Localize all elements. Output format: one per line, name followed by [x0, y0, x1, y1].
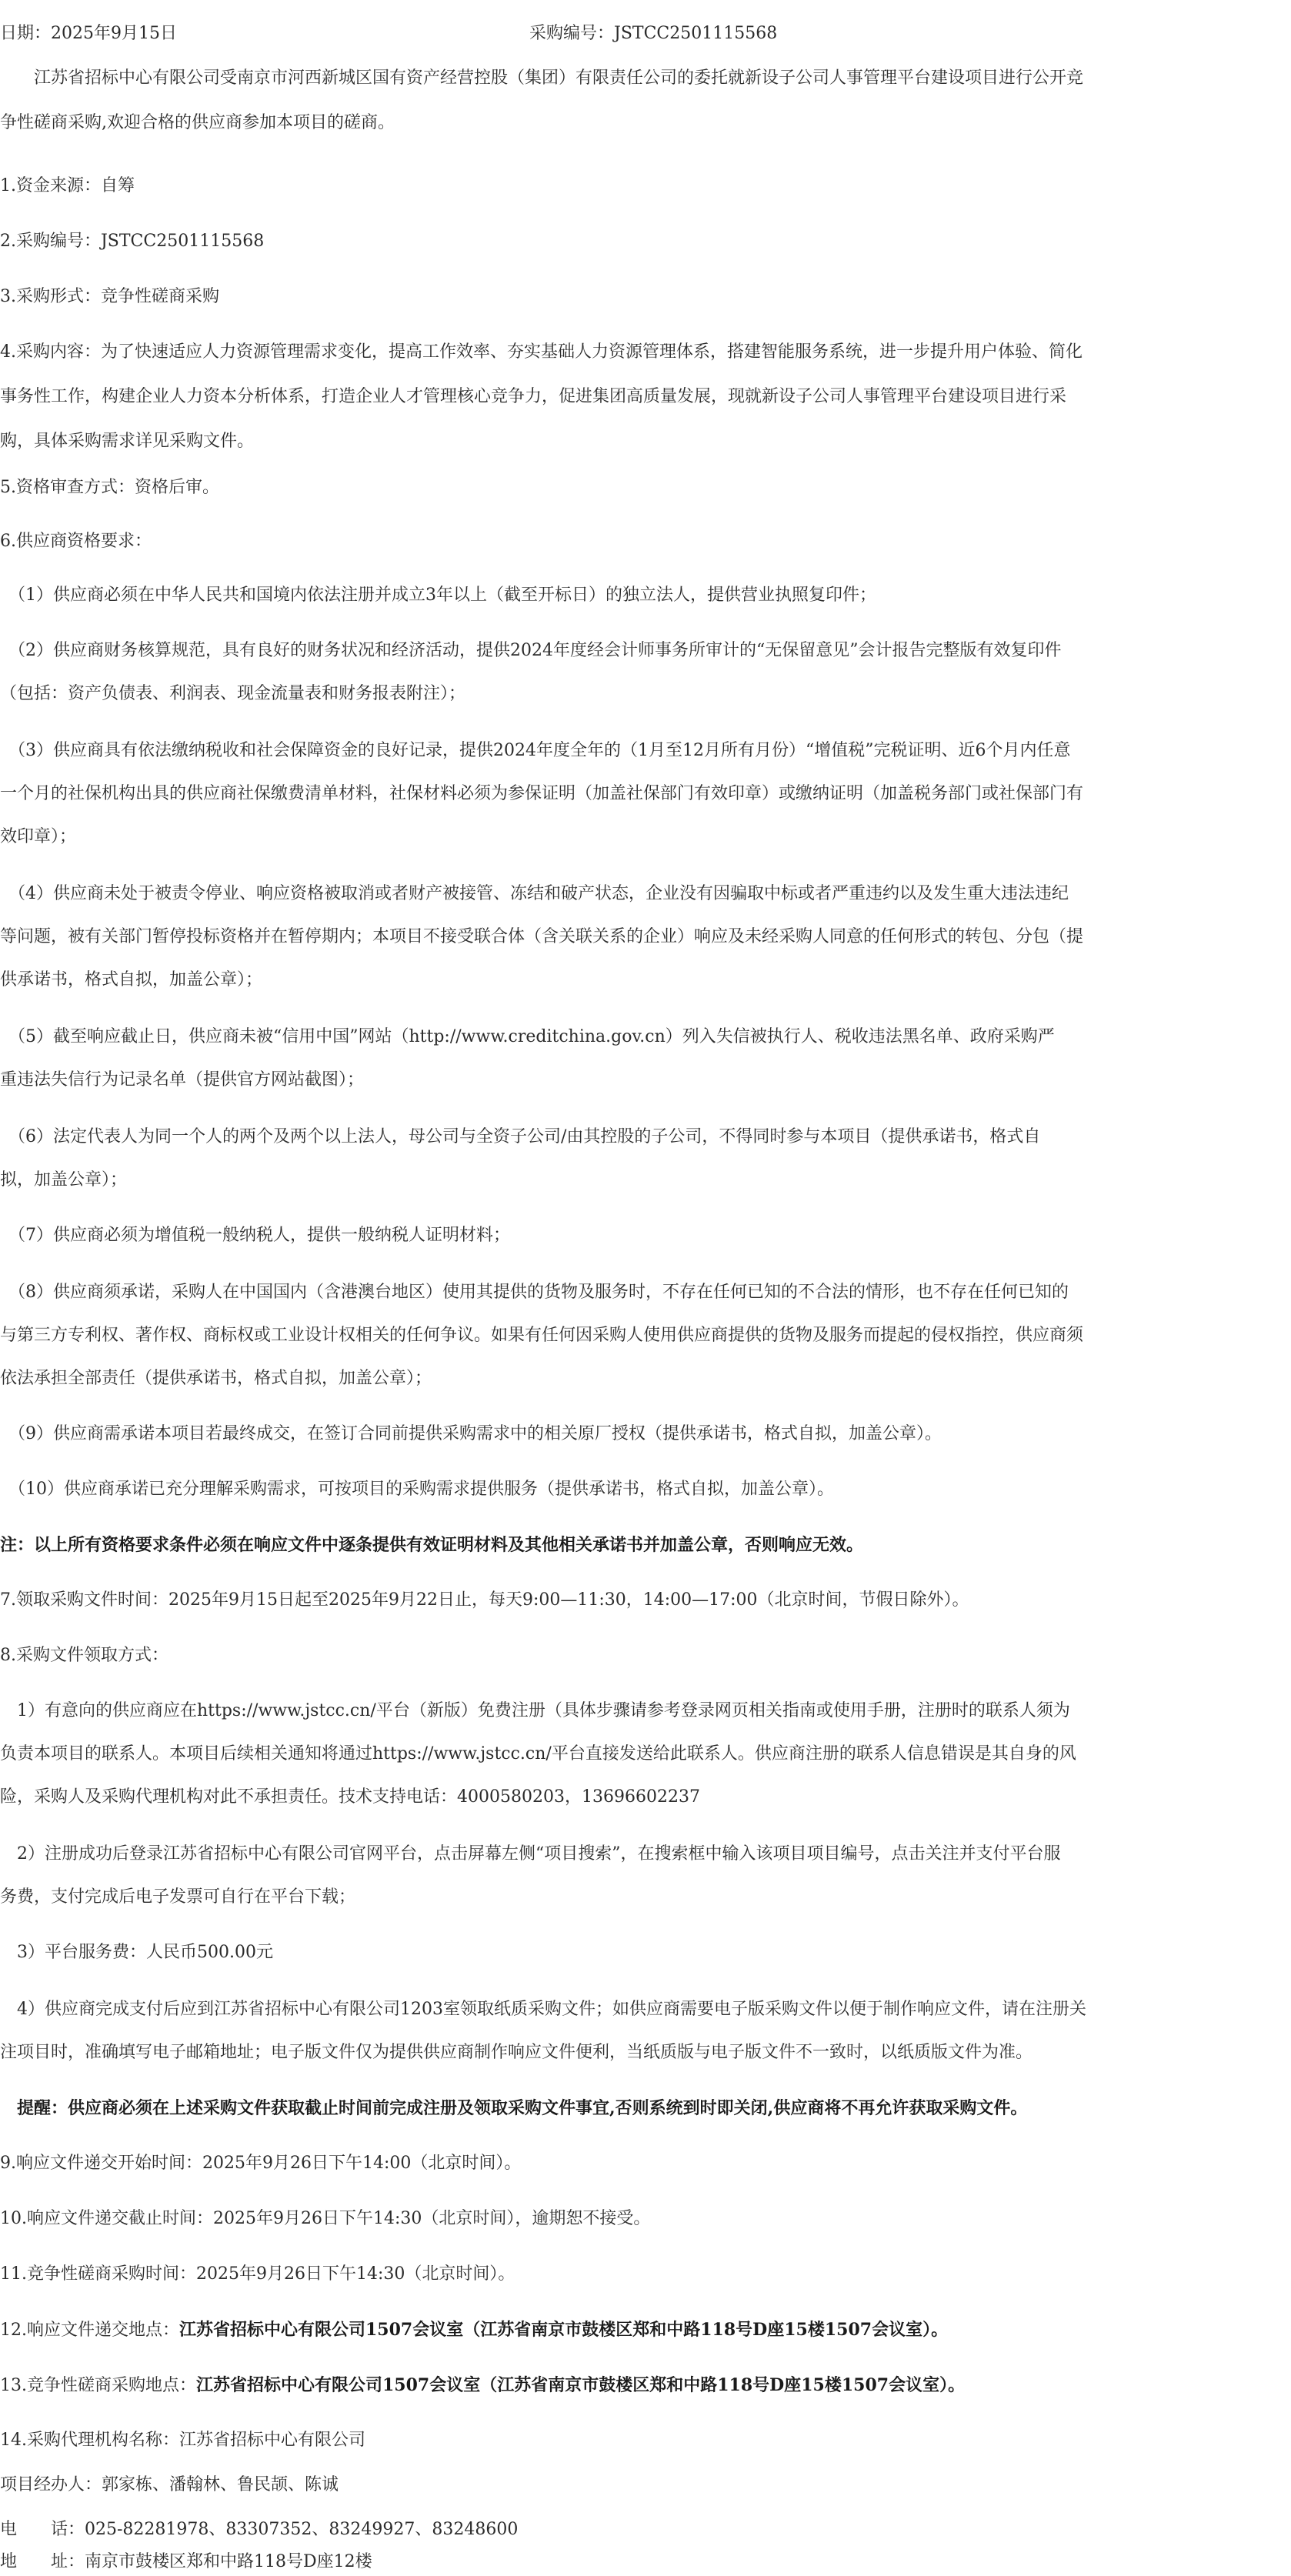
collection-step-line: 注项目时，准确填写电子邮箱地址；电子版文件仅为提供供应商制作响应文件便利，当纸质版与电子版文件不一致时，以纸质版文件为准。 — [0, 2043, 1033, 2062]
fund-source: 1.资金来源：自筹 — [0, 176, 135, 195]
consultation-location — [0, 2371, 1291, 2400]
requirement-line: 一个月的社保机构出具的供应商社保缴费清单材料，社保材料必须为参保证明（加盖社保部门有效印章）或缴纳证明（加盖税务部门或社保部门有 — [0, 784, 1084, 803]
agency-name: 14.采购代理机构名称：江苏省招标中心有限公司 — [0, 2431, 365, 2450]
contact-address: 地 址：南京市鼓楼区郑和中路118号D座12楼 — [0, 2552, 372, 2571]
requirement-line: （3）供应商具有依法缴纳税收和社会保障资金的良好记录，提供2024年度全年的（1月至12月所有月份）“增值税”完税证明、近6个月内任意 — [0, 741, 1071, 760]
requirement-line: 重违法失信行为记录名单（提供官方网站截图）； — [0, 1070, 365, 1089]
requirement-line: （6）法定代表人为同一个人的两个及两个以上法人，母公司与全资子公司/由其控股的子公司，不得同时参与本项目（提供承诺书，格式自 — [0, 1127, 1041, 1146]
procurement-form: 3.采购形式：竞争性磋商采购 — [0, 287, 219, 306]
document-collection-time: 7.领取采购文件时间：2025年9月15日起至2025年9月22日止，每天9:00—11:30，14:00—17:00（北京时间，节假日除外）。 — [0, 1590, 969, 1610]
requirement-line: 供承诺书，格式自拟，加盖公章）； — [0, 970, 263, 989]
requirement-line: （9）供应商需承诺本项目若最终成交，在签订合同前提供采购需求中的相关原厂授权（提供承诺书，格式自拟，加盖公章）。 — [0, 1424, 942, 1443]
procurement-number: 2.采购编号：JSTCC2501115568 — [0, 232, 265, 251]
procurement-content-line: 事务性工作，构建企业人力资本分析体系，打造企业人才管理核心竞争力，促进集团高质量发展，现就新设子公司人事管理平台建设项目进行采 — [0, 387, 1067, 406]
requirement-line: 效印章）； — [0, 827, 77, 846]
intro-line: 江苏省招标中心有限公司受南京市河西新城区国有资产经营控股（集团）有限责任公司的委托就新设子公司人事管理平台建设项目进行公开竞 — [0, 68, 1084, 88]
collection-step-line: 4）供应商完成支付后应到江苏省招标中心有限公司1203室领取纸质采购文件；如供应商需要电子版采购文件以便于制作响应文件，请在注册关 — [0, 2000, 1086, 2019]
requirement-line: （4）供应商未处于被责令停业、响应资格被取消或者财产被接管、冻结和破产状态，企业没有因骗取中标或者严重违约以及发生重大违法违纪 — [0, 884, 1069, 903]
collection-step-line: 险，采购人及采购代理机构对此不承担责任。技术支持电话：4000580203，13696602237 — [0, 1787, 700, 1807]
collection-step-line: 2）注册成功后登录江苏省招标中心有限公司官网平台，点击屏幕左侧“项目搜索”，在搜索框中输入该项目项目编号，点击关注并支付平台服 — [0, 1844, 1061, 1864]
requirement-line: 等问题，被有关部门暂停投标资格并在暂停期内；本项目不接受联合体（含关联关系的企业）响应及未经采购人同意的任何形式的转包、分包（提 — [0, 927, 1084, 946]
requirement-line: （1）供应商必须在中华人民共和国境内依法注册并成立3年以上（截至开标日）的独立法人，提供营业执照复印件； — [0, 586, 876, 605]
reminder-note: 提醒：供应商必须在上述采购文件获取截止时间前完成注册及领取采购文件事宜,否则系统到时即关闭,供应商将不再允许获取采购文件。 — [0, 2098, 1028, 2118]
collection-step-line: 负责本项目的联系人。本项目后续相关通知将通过https://www.jstcc.cn/平台直接发送给此联系人。供应商注册的联系人信息错误是其自身的风 — [0, 1744, 1076, 1763]
submission-location — [0, 2316, 1291, 2344]
qualification-review: 5.资格审查方式：资格后审。 — [0, 478, 219, 497]
announcement-date: 日期：2025年9月15日 — [0, 24, 177, 43]
intro-line: 争性磋商采购,欢迎合格的供应商参加本项目的磋商。 — [0, 113, 395, 132]
procurement-number-header: 采购编号：JSTCC2501115568 — [529, 24, 778, 43]
requirement-line: （包括：资产负债表、利润表、现金流量表和财务报表附注）； — [0, 684, 466, 703]
collection-step-line: 3）平台服务费：人民币500.00元 — [0, 1943, 273, 1962]
project-managers: 项目经办人：郭家栋、潘翰林、鲁民颉、陈诚 — [0, 2475, 339, 2494]
qualification-note: 注：以上所有资格要求条件必须在响应文件中逐条提供有效证明材料及其他相关承诺书并加盖公章，否则响应无效。 — [0, 1535, 864, 1555]
document-collection-method-title: 8.采购文件领取方式： — [0, 1646, 168, 1665]
consultation-time: 11.竞争性磋商采购时间：2025年9月26日下午14:30（北京时间）。 — [0, 2264, 515, 2284]
requirement-line: （5）截至响应截止日，供应商未被“信用中国”网站（http://www.creditchina.gov.cn）列入失信被执行人、税收违法黑名单、政府采购严 — [0, 1027, 1055, 1046]
collection-step-line: 务费，支付完成后电子发票可自行在平台下载； — [0, 1887, 356, 1907]
submission-location-value: 江苏省招标中心有限公司1507会议室（江苏省南京市鼓楼区郑和中路118号D座15楼1507会议室）。 — [179, 2320, 949, 2340]
contact-phone: 电 话：025-82281978、83307352、83249927、83248600 — [0, 2520, 519, 2539]
requirement-line: （10）供应商承诺已充分理解采购需求，可按项目的采购需求提供服务（提供承诺书，格式自拟，加盖公章）。 — [0, 1480, 834, 1499]
requirement-line: 与第三方专利权、著作权、商标权或工业设计权相关的任何争议。如果有任何因采购人使用供应商提供的货物及服务而提起的侵权指控，供应商须 — [0, 1326, 1084, 1345]
requirement-line: （7）供应商必须为增值税一般纳税人，提供一般纳税人证明材料； — [0, 1226, 510, 1245]
requirement-line: （8）供应商须承诺，采购人在中国国内（含港澳台地区）使用其提供的货物及服务时，不存在任何已知的不合法的情形，也不存在任何已知的 — [0, 1283, 1069, 1302]
supplier-requirements-title: 6.供应商资格要求： — [0, 532, 152, 551]
requirement-line: （2）供应商财务核算规范，具有良好的财务状况和经济活动，提供2024年度经会计师事务所审计的“无保留意见”会计报告完整版有效复印件 — [0, 641, 1062, 660]
consultation-location-value: 江苏省招标中心有限公司1507会议室（江苏省南京市鼓楼区郑和中路118号D座15楼1507会议室）。 — [196, 2375, 966, 2395]
collection-step-line: 1）有意向的供应商应在https://www.jstcc.cn/平台（新版）免费注册（具体步骤请参考登录网页相关指南或使用手册，注册时的联系人须为 — [0, 1701, 1070, 1720]
submission-location-label: 12.响应文件递交地点： — [0, 2321, 179, 2340]
procurement-content-line: 购，具体采购需求详见采购文件。 — [0, 432, 255, 451]
consultation-location-label: 13.竞争性磋商采购地点： — [0, 2376, 196, 2395]
submission-start-time: 9.响应文件递交开始时间：2025年9月26日下午14:00（北京时间）。 — [0, 2154, 522, 2173]
submission-deadline: 10.响应文件递交截止时间：2025年9月26日下午14:30（北京时间），逾期恕不接受。 — [0, 2209, 651, 2228]
requirement-line: 依法承担全部责任（提供承诺书，格式自拟，加盖公章）； — [0, 1369, 432, 1388]
requirement-line: 拟，加盖公章）； — [0, 1170, 128, 1190]
procurement-content-line: 4.采购内容：为了快速适应人力资源管理需求变化，提高工作效率、夯实基础人力资源管理体系，搭建智能服务系统，进一步提升用户体验、简化 — [0, 342, 1083, 362]
